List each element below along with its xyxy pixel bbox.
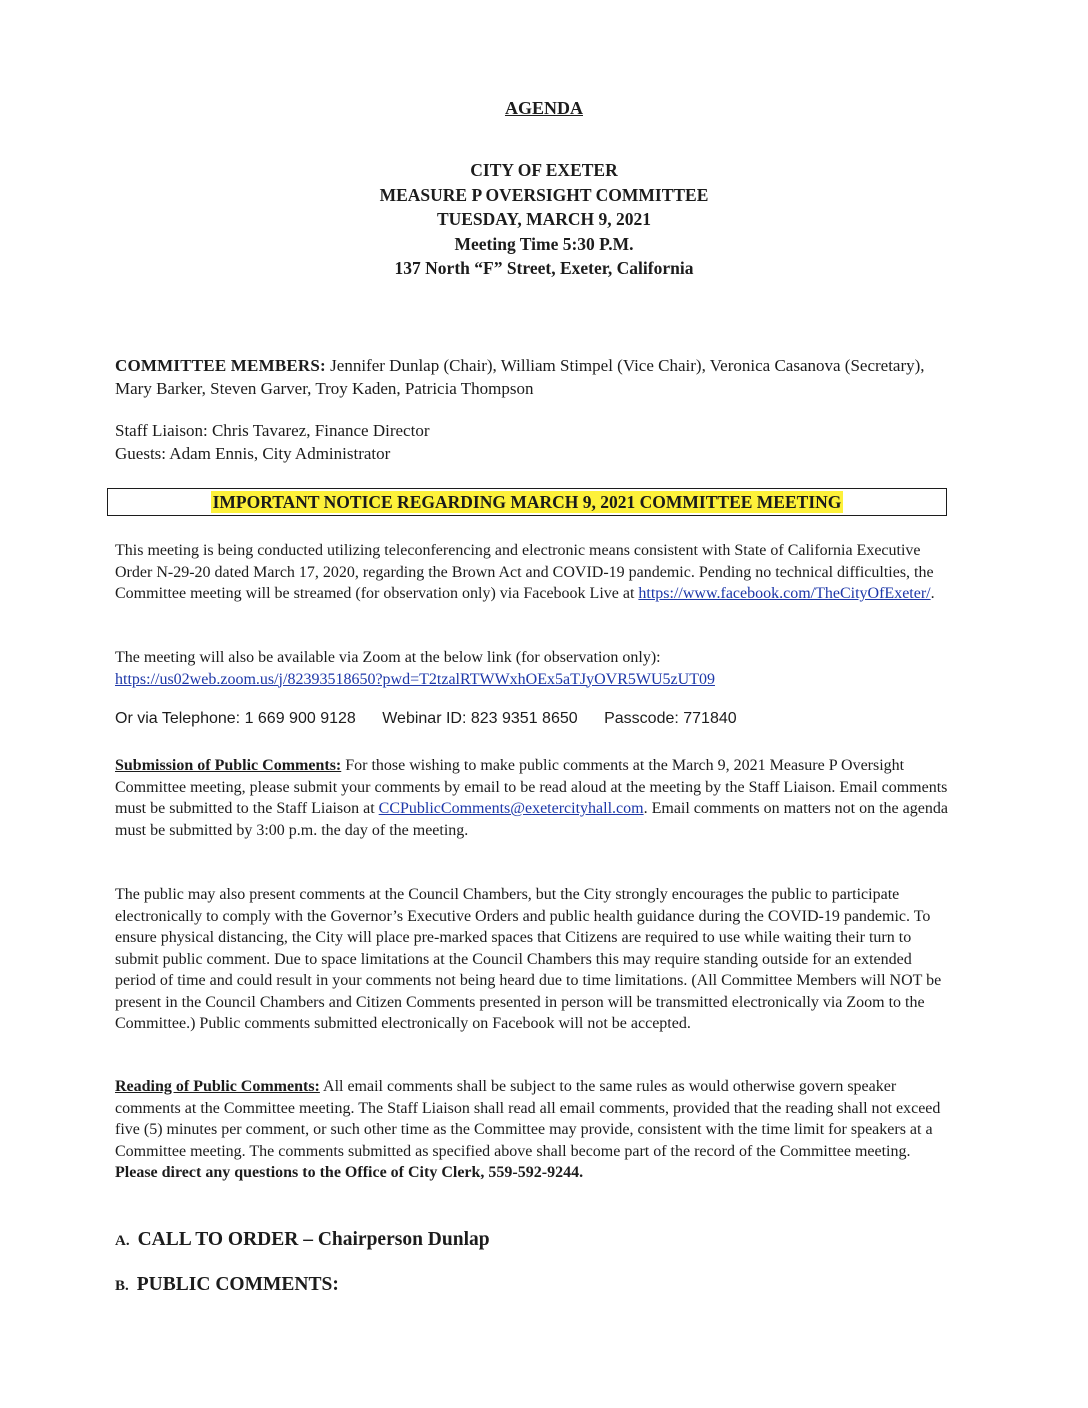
submission-paragraph — [115, 755, 955, 841]
teleconference-end: . — [930, 585, 935, 602]
section-public-comments — [115, 1272, 339, 1299]
submission-label: Submission of Public Comments: — [115, 757, 342, 774]
committee-members — [115, 354, 955, 400]
zoom-paragraph — [115, 647, 955, 690]
facebook-live-link[interactable]: https://www.facebook.com/TheCityOfExeter/ — [638, 585, 931, 602]
staff-info — [115, 419, 955, 465]
committee-members-label: COMMITTEE MEMBERS: — [115, 356, 326, 375]
meeting-date: TUESDAY, MARCH 9, 2021 — [436, 209, 652, 229]
reading-label: Reading of Public Comments: — [115, 1078, 320, 1095]
public-text: The public may also present comments at the Council Chambers, but the City strongly encourages the public to participate electronically to comply with the Governor’s Executive Orders and public health guidance during the COVID-19 pandemic. To ensure physical distancing, the City will place pre-marked spaces that Citizens are required to use while waiting their turn to submit public comment. Due to space limitations at the Council Chambers this may require standing outside for an extended period of time and could result in your comments not being heard due to time limitations. (All Committee Members will NOT be present in the Council Chambers and Citizen Comments presented in person will be transmitted electronically via Zoom to the Committee.) Public comments submitted electronically on Facebook will not be accepted. — [115, 886, 942, 1032]
city-name: CITY OF EXETER — [470, 160, 618, 180]
city-clerk-contact: Please direct any questions to the Office of City Clerk, 559-592-9244. — [115, 1164, 584, 1181]
zoom-text: The meeting will also be available via Zoom at the below link (for observation only): — [115, 649, 661, 666]
committee-name: MEASURE P OVERSIGHT COMMITTEE — [379, 184, 709, 205]
reading-paragraph — [115, 1076, 955, 1184]
public-paragraph — [115, 884, 955, 1035]
section-call-to-order — [115, 1227, 490, 1254]
passcode: Passcode: 771840 — [604, 710, 737, 727]
reading-text: All email comments shall be subject to the same rules as would otherwise govern speaker comments at the Committee meeting. The Staff Liaison shall read all email comments, provided that the reading shall not exceed five (5) minutes per comment, or such other time as the Committee may provide, consistent with the time limit for speakers at a Committee meeting. The comments submitted as specified above shall become part of the record of the Committee meeting. — [115, 1078, 941, 1160]
section-letter: B. — [115, 1278, 129, 1294]
telephone-number: Or via Telephone: 1 669 900 9128 — [115, 710, 356, 727]
agenda-title: AGENDA — [504, 98, 583, 118]
meeting-header — [0, 158, 1088, 281]
committee-members-list: Jennifer Dunlap (Chair), William Stimpel (Vice Chair), Veronica Casanova (Secretary), Mary Barker, Steven Garver, Troy Kaden, Patricia Thompson — [115, 356, 925, 398]
staff-liaison: Staff Liaison: Chris Tavarez, Finance Director — [115, 421, 430, 440]
webinar-id: Webinar ID: 823 9351 8650 — [382, 710, 578, 727]
section-title: CALL TO ORDER – Chairperson Dunlap — [137, 1229, 490, 1250]
submission-text-1: For those wishing to make public comments at the March 9, 2021 Measure P Oversight Committee meeting, please submit your comments by email to be read aloud at the meeting by the Staff Liaison. Email comments must be submitted to the Staff Liaison at — [115, 757, 948, 817]
section-title: PUBLIC COMMENTS: — [136, 1274, 339, 1295]
public-comments-email-link[interactable]: CCPublicComments@exetercityhall.com — [378, 800, 644, 817]
guests: Guests: Adam Ennis, City Administrator — [115, 444, 391, 463]
important-notice-box — [107, 488, 947, 516]
telephone-info — [115, 708, 759, 730]
teleconference-paragraph — [115, 540, 955, 605]
submission-text-2: . Email comments on matters not on the agenda must be submitted by 3:00 p.m. the day of the meeting. — [115, 800, 948, 839]
section-letter: A. — [115, 1233, 130, 1249]
meeting-address: 137 North “F” Street, Exeter, California — [394, 258, 694, 278]
meeting-time: Meeting Time 5:30 P.M. — [454, 233, 634, 254]
zoom-link[interactable]: https://us02web.zoom.us/j/82393518650?pwd=T2tzalRTWWxhOEx5aTJyOVR5WU5zUT09 — [115, 670, 715, 688]
important-notice-title: IMPORTANT NOTICE REGARDING MARCH 9, 2021 COMMITTEE MEETING — [212, 492, 842, 512]
teleconference-text: This meeting is being conducted utilizing teleconferencing and electronic means consistent with State of California Executive Order N-29-20 dated March 17, 2020, regarding the Brown Act and COVID-19 pandemic. Pending no technical difficulties, the Committee meeting will be streamed (for observation only) via Facebook Live at — [115, 542, 934, 602]
